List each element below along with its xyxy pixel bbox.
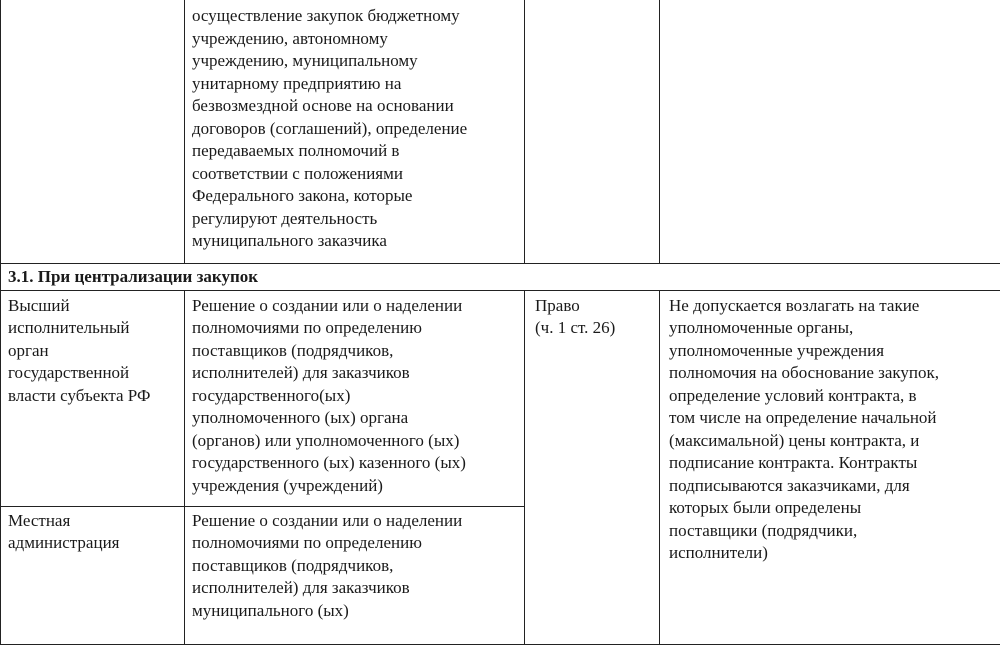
table-cell-authority: Местная администрация <box>1 506 185 644</box>
table-cell-decision: Решение о создании или о наделении полномочиями по определению поставщиков (подрядчиков, исполнителей) для заказчиков государственного(ых) уполномоченного (ых) органа (органов) или уполномоченного (ых) государственного (ых) казенного (ых) учреждения (учреждений) <box>185 290 525 506</box>
section-heading: 3.1. При централизации закупок <box>1 264 1000 291</box>
table-row <box>1 0 1000 264</box>
table-cell-empty <box>1 0 185 264</box>
section-heading-row <box>1 264 1000 291</box>
table-cell-decision: Решение о создании или о наделении полномочиями по определению поставщиков (подрядчиков, исполнителей) для заказчиков муниципального (ых) <box>185 506 525 644</box>
table-cell-restriction-note: Не допускается возлагать на такие уполномоченные органы, уполномоченные учреждения полномочия на обоснование закупок, определение условий контракта, в том числе на определение начальной (максимальной) цены контракта, и подписание контракта. Контракты подписываются заказчиками, для которых были определены поставщики (подрядчики, исполнители) <box>660 290 1000 644</box>
table-row <box>1 290 1000 506</box>
table-cell-authority: Высший исполнительный орган государственной власти субъекта РФ <box>1 290 185 506</box>
table-cell-legal-basis: Право (ч. 1 ст. 26) <box>525 290 660 644</box>
table-cell-empty <box>660 0 1000 264</box>
table-cell-continued-text: осуществление закупок бюджетному учреждению, автономному учреждению, муниципальному унитарному предприятию на безвозмездной основе на основании договоров (соглашений), определение передаваемых полномочий в соответствии с положениями Федерального закона, которые регулируют деятельность муниципального заказчика <box>185 0 525 264</box>
table-cell-empty <box>525 0 660 264</box>
